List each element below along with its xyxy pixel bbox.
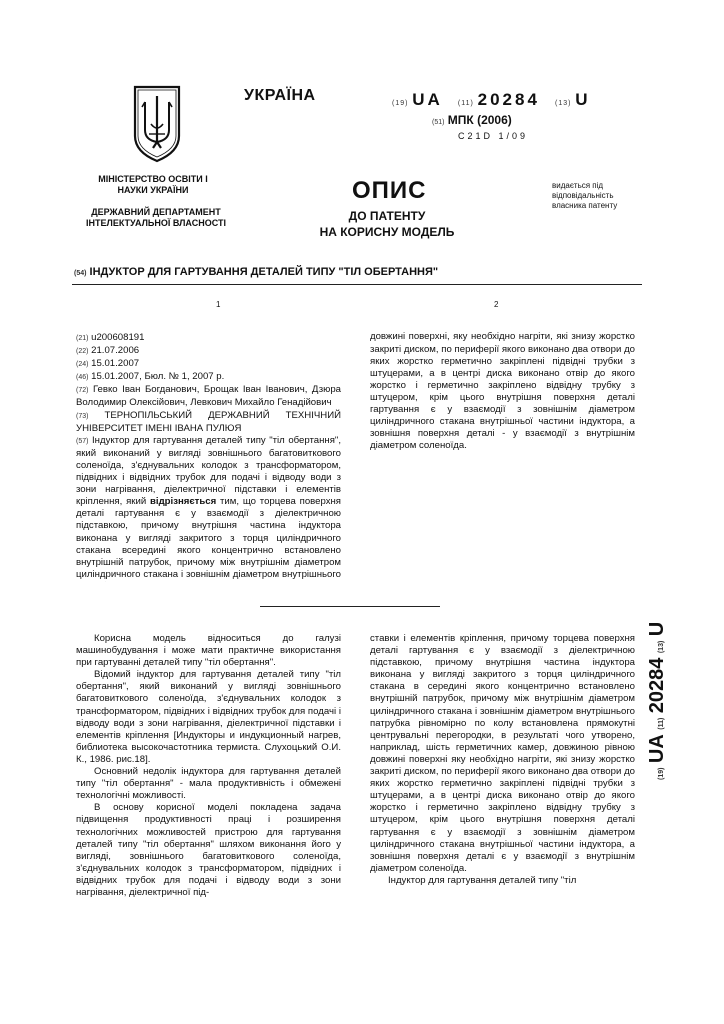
- side-tag: (19): [658, 767, 665, 780]
- description-paragraph: В основу корисної моделі покладена задача підвищення продуктивності праці і розширення технологічних можливостей пристрою для гартування деталей типу "тіл обертання" шляхом виконання його у вигляді, зовнішнього багатовиткового соленоїда, з'єднувальних колодок з трансформатором, підвідних і відвідних трубок для подачі і відводу води з зони нагрівання, діелектричної під-: [76, 802, 341, 898]
- invention-title: [74, 266, 438, 278]
- inventors: Гевко Іван Богданович, Брощак Іван Іванович, Дзюра Володимир Олексійович, Левкович Михайло Генадійович: [76, 384, 341, 409]
- claim-keyword: відрізняється: [150, 496, 217, 508]
- biblio-tag: (46): [76, 374, 89, 382]
- side-tag: (13): [658, 640, 665, 654]
- subtitle-line-2: НА КОРИСНУ МОДЕЛЬ: [319, 225, 455, 239]
- invention-title-text: ІНДУКТОР ДЛЯ ГАРТУВАННЯ ДЕТАЛЕЙ ТИПУ "ТІЛ ОБЕРТАННЯ": [89, 266, 439, 278]
- claim-continuation-text: [370, 332, 635, 452]
- description-paragraph: Індуктор для гартування деталей типу "тіл: [388, 874, 577, 886]
- biblio-24: [76, 358, 341, 371]
- description-left: [76, 633, 341, 933]
- ipc-tag: (51): [432, 119, 445, 126]
- side-publication-label: [646, 580, 696, 780]
- biblio-22: [76, 345, 341, 358]
- claim-text-2: довжині поверхні, яку необхідно нагріти, які знизу жорстко закриті диском, по периферії якого виконано два отвори до яких жорстко герметично закріплені підвідні трубки з штуцерами, а в центрі диска виконано отвір до якого жорстко і герметично закріплено відвідну трубку з штуцером, крім цього внутрішня поверхня деталі гартування є у взаємодії з зовнішнім діаметром циліндричного стакана внутрішньої частини індуктора, а зовнішня поверхня деталі - у взаємодії з внутрішнім діаметром соленоїда.: [370, 332, 635, 452]
- description-paragraph: Корисна модель відноситься до галузі машинобудування і може мати практичне використання при гартуванні деталей типу "тіл обертання".: [76, 633, 341, 669]
- claim-continuation: [370, 332, 635, 562]
- claim-paragraph: [76, 435, 341, 582]
- ukraine-coat-of-arms-icon: [132, 84, 182, 164]
- ipc-class: C21D 1/09: [458, 131, 529, 141]
- biblio-tag: (73): [76, 412, 89, 420]
- issued-note: видається під відповідальність власника патенту: [552, 181, 618, 210]
- filing-date: 21.07.2006: [91, 345, 140, 357]
- document-subtitle: [312, 208, 462, 240]
- subtitle-line-1: ДО ПАТЕНТУ: [348, 209, 426, 223]
- description-right: [370, 633, 635, 933]
- publication-number: [392, 90, 591, 110]
- kind-tag: (13): [555, 100, 572, 107]
- biblio-tag: (22): [76, 348, 89, 356]
- description-paragraph: Основний недолік індуктора для гартування деталей типу "тіл обертання" - мала продуктивність і обмежені технологічні можливості.: [76, 766, 341, 802]
- invention-tag: (54): [74, 270, 87, 277]
- section-divider: [260, 606, 440, 607]
- publication-date: 15.01.2007, Бюл. № 1, 2007 р.: [91, 371, 225, 383]
- column-number-left: 1: [216, 300, 221, 309]
- department-name: ДЕРЖАВНИЙ ДЕПАРТАМЕНТ ІНТЕЛЕКТУАЛЬНОЇ ВЛАСНОСТІ: [86, 207, 226, 228]
- column-number-right: 2: [494, 300, 499, 309]
- side-number: 20284: [646, 657, 668, 714]
- pub-number: 20284: [477, 90, 540, 109]
- biblio-tag: (24): [76, 361, 89, 369]
- side-tag: (11): [658, 717, 665, 730]
- claim-text-1: Індуктор для гартування деталей типу "тіл обертання", який виконаний у вигляді зовнішнього багатовиткового соленоїда, з'єднувальних колодок з трансформатором, підвідних і відвідних трубок для подачі і відводу води з зони нагрівання, діелектричної підставки і елементів кріплення, який: [76, 434, 341, 508]
- biblio-73: [76, 410, 341, 435]
- patent-owner: ТЕРНОПІЛЬСЬКИЙ ДЕРЖАВНИЙ ТЕХНІЧНИЙ УНІВЕРСИТЕТ ІМЕНІ ІВАНА ПУЛЮЯ: [76, 409, 341, 434]
- pub-code-tag: (19): [392, 100, 409, 107]
- pub-number-tag: (11): [457, 100, 474, 107]
- biblio-tag: (21): [76, 335, 89, 342]
- application-number: u200608191: [91, 332, 145, 343]
- description-paragraph: ставки і елементів кріплення, причому торцева поверхня деталі гартування є у взаємодії з діелектричною підставкою, причому внутрішня частина індуктора виконана у вигляді закритого з торця циліндричного стакана в середині якого концентрично встановлено внутрішній патрубок, причому між внутрішнім діаметром циліндричного стакана і зовнішнім діаметром внутрішнього патрубка рівномірно по колу встановлена прямокутні центрувальні перегородки, в результаті чого утворено, наприклад, шість герметичних камер, довжиною рівною довжині поверхні яку необхідно нагріти, які знизу жорстко закриті диском, по периферії якого виконано два отвори до яких жорстко герметично закріплені підвідні трубки з штуцерами, а в центрі диска виконано отвір до якого жорстко і герметично закріплено відвідну трубку з штуцером, крім цього внутрішня поверхня деталі гартування є у взаємодії з зовнішнім діаметром циліндричного стакана внутрішньої частини індуктора, а зовнішня поверхня деталі є у взаємодії з внутрішнім діаметром соленоїда.: [370, 633, 635, 874]
- side-label-text: [646, 622, 669, 780]
- biblio-tag: (72): [76, 387, 89, 395]
- kind-code: U: [575, 90, 591, 109]
- biblio-21: [76, 332, 341, 345]
- ipc-line: [432, 113, 512, 127]
- side-code: UA: [646, 734, 668, 764]
- mpk-label: МПК (2006): [447, 113, 512, 127]
- ministry-name: МІНІСТЕРСТВО ОСВІТИ І НАУКИ УКРАЇНИ: [98, 174, 208, 195]
- country-name: УКРАЇНА: [244, 87, 316, 104]
- header-divider: [72, 284, 642, 285]
- claim-tag: (57): [76, 437, 89, 445]
- document-title: ОПИС: [352, 177, 427, 204]
- biblio-72: [76, 384, 341, 409]
- biblio-46: [76, 371, 341, 384]
- claim-text-2: тим, що торцева поверхня деталі гартування є у взаємодії з діелектричною підставкою, причому внутрішня частина індуктора виконана у вигляді закритого з торця циліндричного стакана всередині якого концентрично встановлено внутрішній патрубок, причому між внутрішнім діаметром циліндричного стакана і зовнішнім діаметром внутрішнього: [76, 496, 341, 580]
- description-paragraph: Відомий індуктор для гартування деталей типу "тіл обертання", який виконаний у вигляді зовнішнього багатовиткового соленоїда, з'єднувальних колодок з трансформатором, підвідних і відвідних трубок для подачі і відводу води з зони нагрівання, діелектричної підставки і елементів кріплення [Индукторы и индукционный нагрев, библиотека высокочастотника термиста. Слухоцький О.И. К., 1986. рис.18].: [76, 669, 341, 765]
- effective-date: 15.01.2007: [91, 358, 140, 370]
- pub-code: UA: [412, 90, 443, 109]
- biblio-column: [76, 332, 341, 582]
- side-kind: U: [646, 621, 668, 637]
